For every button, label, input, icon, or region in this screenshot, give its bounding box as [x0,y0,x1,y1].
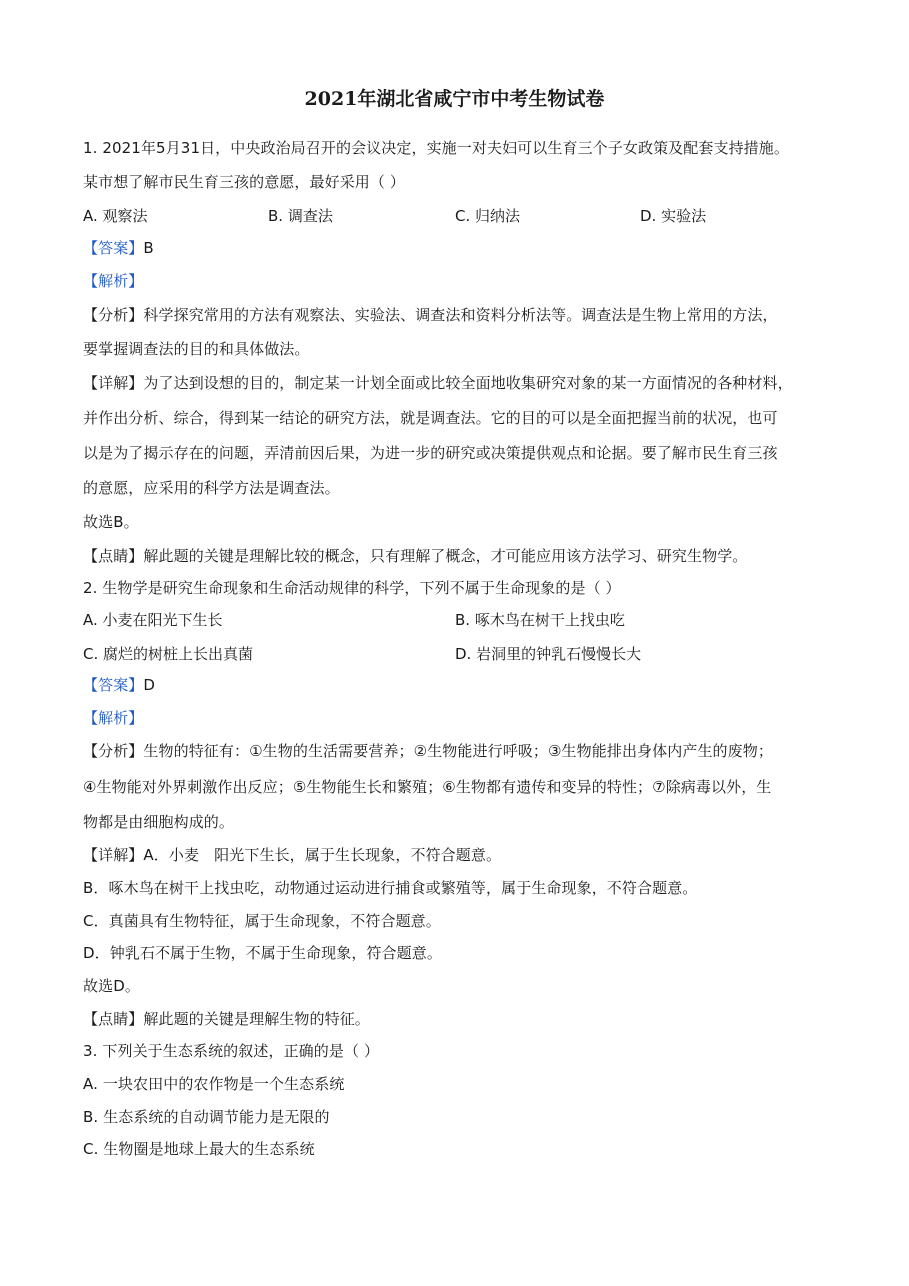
q1-option-c: C. 归纳法 [455,207,521,225]
q1-xiangjie-line-1 [83,372,828,394]
q2-option-c: C. 腐烂的树桩上长出真菌 [83,645,254,663]
q1-stem-line-1: 1. 2021年5月31日，中央政治局召开的会议决定，实施一对夫妇可以生育三个子女政策及配套支持措施。 [83,139,789,157]
xiangjie-tag: 【详解】 [83,846,144,864]
q1-xiangjie-line-2: 并作出分析、综合，得到某一结论的研究方法，就是调查法。它的目的可以是全面把握当前的状况，也可 [83,409,778,427]
q3-option-a: A. 一块农田中的农作物是一个生态系统 [83,1075,345,1093]
q2-option-a: A. 小麦在阳光下生长 [83,611,223,629]
xiangjie-text: 为了达到设想的目的，制定某一计划全面或比较全面地收集研究对象的某一方面情况的各种材料， [143,374,793,392]
q1-answer [83,237,828,259]
analysis-tag: 【解析】 [83,272,144,290]
dianjing-text: 解此题的关键是理解比较的概念，只有理解了概念，才可能应用该方法学习、研究生物学。 [143,547,748,565]
fenxi-text: 生物的特征有：①生物的生活需要营养；②生物能进行呼吸；③生物能排出身体内产生的废物； [143,742,773,760]
q2-fenxi-line-1 [83,740,828,762]
fenxi-tag: 【分析】 [83,306,144,324]
page-title: 2021年湖北省咸宁市中考生物试卷 [304,88,605,110]
q2-option-d: D. 岩洞里的钟乳石慢慢长大 [455,645,642,663]
analysis-tag: 【解析】 [83,709,144,727]
q2-stem: 2. 生物学是研究生命现象和生命活动规律的科学，下列不属于生命现象的是（ ） [83,579,621,597]
q1-fenxi-line-2: 要掌握调查法的目的和具体做法。 [83,340,310,358]
xiangjie-tag: 【详解】 [83,374,144,392]
q2-xiangjie-line-1 [83,844,828,866]
answer-tag: 【答案】 [83,239,144,257]
q1-analysis-heading [83,270,828,292]
q2-answer [83,674,828,696]
q1-xiangjie-line-4: 的意愿，应采用的科学方法是调查法。 [83,479,340,497]
q3-stem: 3. 下列关于生态系统的叙述，正确的是（ ） [83,1042,380,1060]
q1-xiangjie-line-3: 以是为了揭示存在的问题，弄清前因后果，为进一步的研究或决策提供观点和论据。要了解市民生育三孩 [83,444,778,462]
q1-option-a: A. 观察法 [83,207,148,225]
q3-option-c: C. 生物圈是地球上最大的生态系统 [83,1140,315,1158]
q2-choose: 故选D。 [83,977,140,995]
dianjing-text: 解此题的关键是理解生物的特征。 [143,1010,370,1028]
q2-detail-c: C．真菌具有生物特征，属于生命现象，不符合题意。 [83,912,441,930]
q1-fenxi-line-1 [83,304,828,326]
q2-analysis-heading [83,707,828,729]
q2-fenxi-line-2: ④生物能对外界刺激作出反应；⑤生物能生长和繁殖；⑥生物都有遗传和变异的特性；⑦除病毒以外，生 [83,778,772,796]
q1-choose: 故选B。 [83,513,139,531]
dianjing-tag: 【点睛】 [83,1010,144,1028]
q1-option-b: B. 调查法 [268,207,333,225]
dianjing-tag: 【点睛】 [83,547,144,565]
q2-detail-d: D．钟乳石不属于生物，不属于生命现象，符合题意。 [83,944,442,962]
q3-option-b: B. 生态系统的自动调节能力是无限的 [83,1108,330,1126]
q2-dianjing [83,1008,828,1030]
answer-value: D [143,676,156,694]
q1-dianjing [83,545,828,567]
answer-tag: 【答案】 [83,676,144,694]
fenxi-tag: 【分析】 [83,742,144,760]
q2-detail-b: B．啄木鸟在树干上找虫吃，动物通过运动进行捕食或繁殖等，属于生命现象，不符合题意。 [83,879,698,897]
q1-stem-line-2: 某市想了解市民生育三孩的意愿，最好采用（ ） [83,173,405,191]
q1-option-d: D. 实验法 [640,207,707,225]
q2-fenxi-line-3: 物都是由细胞构成的。 [83,813,235,831]
fenxi-text: 科学探究常用的方法有观察法、实验法、调查法和资料分析法等。调查法是生物上常用的方法， [143,306,778,324]
q2-option-b: B. 啄木鸟在树干上找虫吃 [455,611,625,629]
answer-value: B [143,239,154,257]
xiangjie-text: A．小麦 阳光下生长，属于生长现象，不符合题意。 [143,846,502,864]
